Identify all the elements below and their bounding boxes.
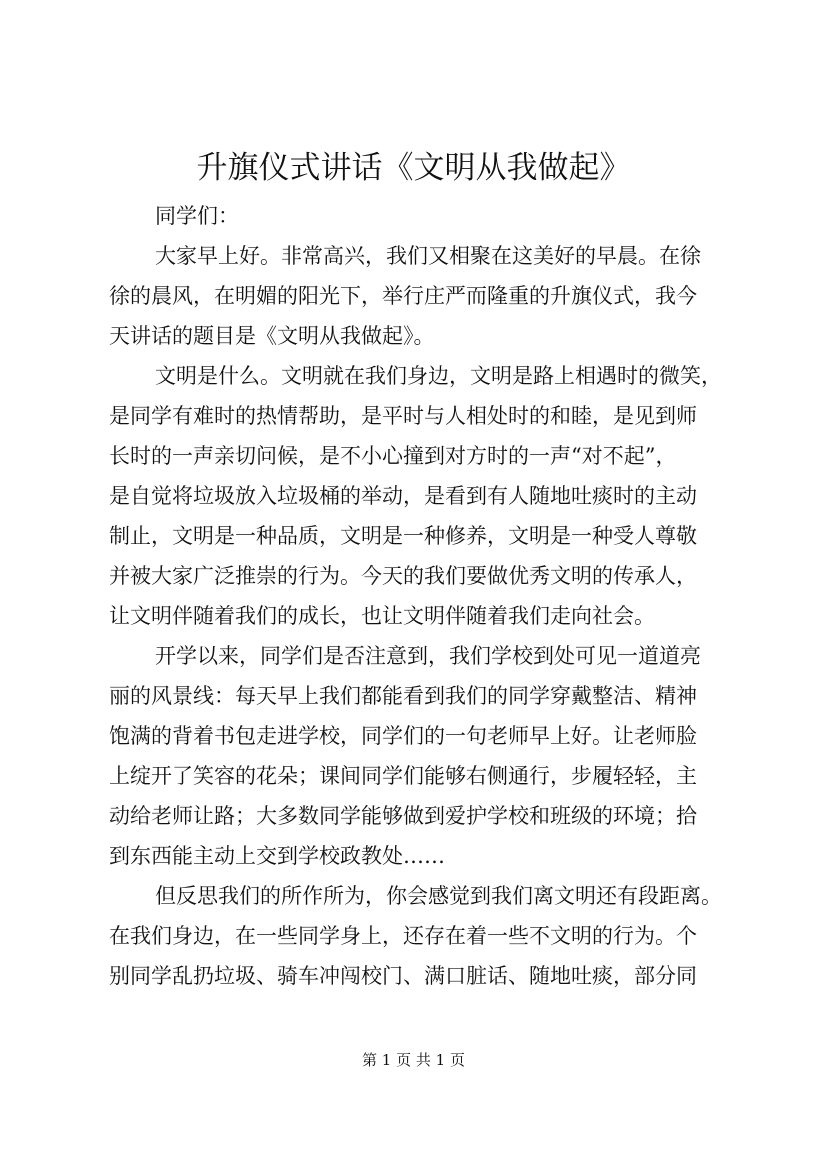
text-line: 是同学有难时的热情帮助，是平时与人相处时的和睦，是见到师 xyxy=(109,404,697,428)
text-line: 饱满的背着书包走进学校，同学们的一句老师早上好。让老师脸 xyxy=(109,724,697,748)
text-line: 丽的风景线：每天早上我们都能看到我们的同学穿戴整洁、精神 xyxy=(109,684,697,708)
text-line: 别同学乱扔垃圾、骑车冲闯校门、满口脏话、随地吐痰，部分同 xyxy=(109,964,697,988)
text-line: 并被大家广泛推崇的行为。今天的我们要做优秀文明的传承人， xyxy=(109,564,697,588)
text-line: 同学们： xyxy=(155,204,239,228)
text-line: 让文明伴随着我们的成长，也让文明伴随着我们走向社会。 xyxy=(109,604,655,628)
document-title: 升旗仪式讲话《文明从我做起》 xyxy=(196,150,631,186)
page-number-footer: 第 1 页 共 1 页 xyxy=(362,1051,465,1069)
text-line: 大家早上好。非常高兴，我们又相聚在这美好的早晨。在徐 xyxy=(155,244,701,268)
text-line: 长时的一声亲切问候，是不小心撞到对方时的一声“对不起”， xyxy=(109,444,677,468)
text-line: 天讲话的题目是《文明从我做起》。 xyxy=(109,324,435,348)
text-line: 在我们身边，在一些同学身上，还存在着一些不文明的行为。个 xyxy=(109,924,697,948)
text-line: 到东西能主动上交到学校政教处…… xyxy=(109,844,445,868)
text-line: 制止，文明是一种品质，文明是一种修养，文明是一种受人尊敬 xyxy=(109,524,697,548)
text-line: 但反思我们的所作所为，你会感觉到我们离文明还有段距离。 xyxy=(155,884,722,908)
text-line: 动给老师让路；大多数同学能够做到爱护学校和班级的环境；拾 xyxy=(109,804,697,828)
document-body xyxy=(109,196,741,996)
text-line: 开学以来，同学们是否注意到，我们学校到处可见一道道亮 xyxy=(155,644,701,668)
text-line: 徐的晨风，在明媚的阳光下，举行庄严而隆重的升旗仪式，我今 xyxy=(109,284,697,308)
text-line: 是自觉将垃圾放入垃圾桶的举动，是看到有人随地吐痰时的主动 xyxy=(109,484,697,508)
text-line: 上绽开了笑容的花朵；课间同学们能够右侧通行，步履轻轻，主 xyxy=(109,764,697,788)
text-line: 文明是什么。文明就在我们身边，文明是路上相遇时的微笑， xyxy=(155,364,722,388)
